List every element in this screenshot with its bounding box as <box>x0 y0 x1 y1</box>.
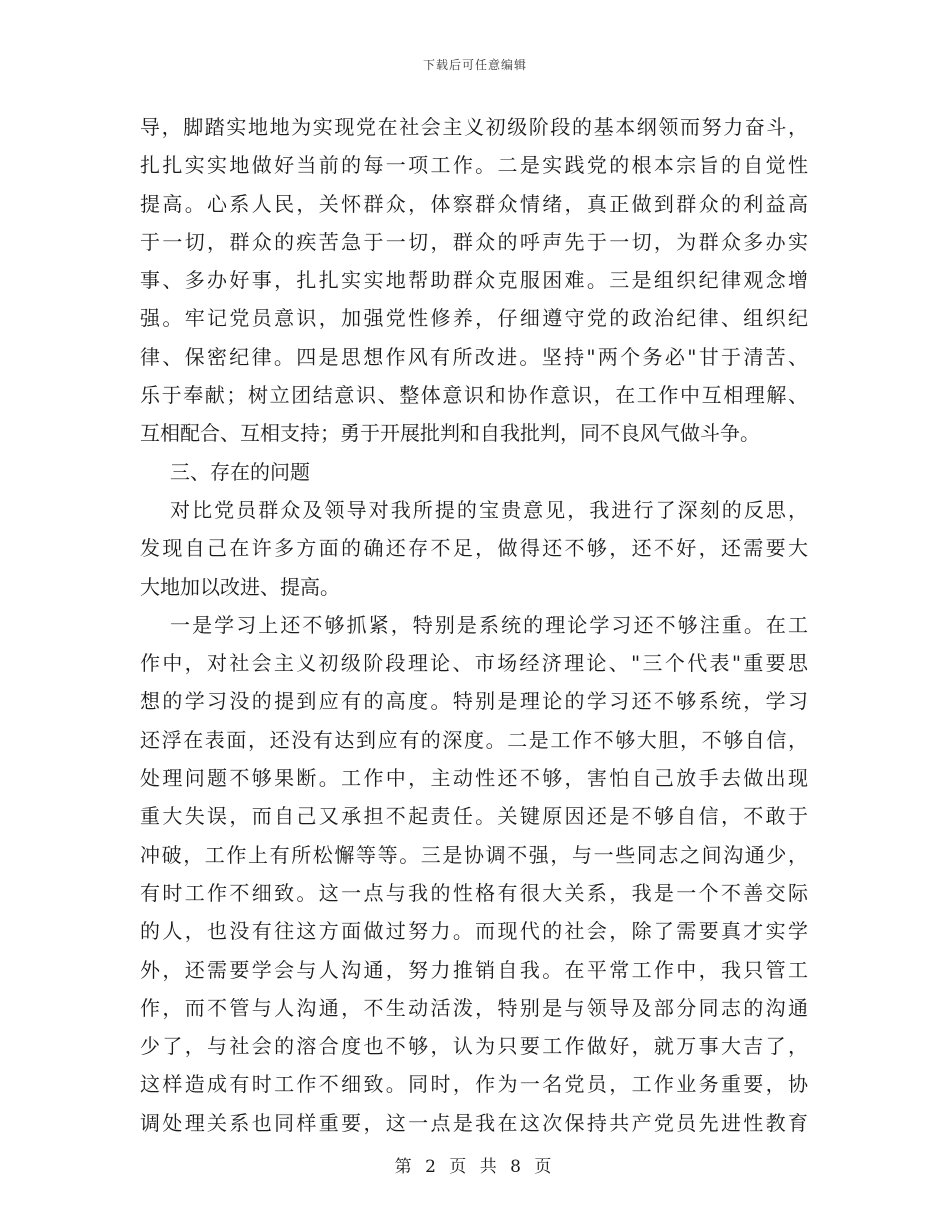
text-line: 冲破，工作上有所松懈等等。三是协调不强，与一些同志之间沟通少， <box>140 842 808 867</box>
document-body <box>140 108 808 1142</box>
text-line: 发现自己在许多方面的确还存不足，做得还不够，还不好，还需要大 <box>140 536 808 561</box>
text-line: 调处理关系也同样重要，这一点是我在这次保持共产党员先进性教育 <box>140 1110 808 1135</box>
text-line: 作中，对社会主义初级阶段理论、市场经济理论、"三个代表"重要思 <box>140 651 808 676</box>
page-number-footer: 第 2 页 共 8 页 <box>394 1157 556 1177</box>
text-line: 对比党员群众及领导对我所提的宝贵意见，我进行了深刻的反思， <box>170 497 808 522</box>
text-line: 三、存在的问题 <box>170 459 310 484</box>
text-line: 处理问题不够果断。工作中，主动性还不够，害怕自己放手去做出现 <box>140 766 808 791</box>
page-header-note: 下载后可任意编辑 <box>422 58 527 72</box>
text-line: 这样造成有时工作不细致。同时，作为一名党员，工作业务重要，协 <box>140 1072 808 1097</box>
text-line: 导，脚踏实地地为实现党在社会主义初级阶段的基本纲领而努力奋斗， <box>140 115 808 139</box>
text-line: 强。牢记党员意识，加强党性修养，仔细遵守党的政治纪律、组织纪 <box>140 306 808 331</box>
text-line: 提高。心系人民，关怀群众，体察群众情绪，真正做到群众的利益高 <box>140 191 808 216</box>
text-line: 事、多办好事，扎扎实实地帮助群众克服困难。三是组织纪律观念增 <box>140 268 808 293</box>
text-line: 扎扎实实地做好当前的每一项工作。二是实践党的根本宗旨的自觉性 <box>140 153 808 178</box>
text-line: 少了，与社会的溶合度也不够，认为只要工作做好，就万事大吉了， <box>140 1034 808 1059</box>
text-line: 一是学习上还不够抓紧，特别是系统的理论学习还不够注重。在工 <box>170 612 808 637</box>
text-line: 重大失误，而自己又承担不起责任。关键原因还是不够自信，不敢于 <box>140 804 808 829</box>
text-line: 大地加以改进、提高。 <box>140 574 340 599</box>
text-line: 律、保密纪律。四是思想作风有所改进。坚持"两个务必"甘于清苦、 <box>140 344 808 369</box>
text-line: 乐于奉献；树立团结意识、整体意识和协作意识，在工作中互相理解、 <box>140 383 808 408</box>
text-line: 于一切，群众的疾苦急于一切，群众的呼声先于一切，为群众多办实 <box>140 229 808 254</box>
text-line: 的人，也没有往这方面做过努力。而现代的社会，除了需要真才实学 <box>140 919 808 944</box>
text-line: 有时工作不细致。这一点与我的性格有很大关系，我是一个不善交际 <box>140 880 808 905</box>
text-line: 还浮在表面，还没有达到应有的深度。二是工作不够大胆，不够自信， <box>140 727 808 752</box>
text-line: 作，而不管与人沟通，不生动活泼，特别是与领导及部分同志的沟通 <box>140 995 808 1020</box>
text-line: 想的学习没的提到应有的高度。特别是理论的学习还不够系统，学习 <box>140 689 808 714</box>
text-line: 外，还需要学会与人沟通，努力推销自我。在平常工作中，我只管工 <box>140 957 808 982</box>
text-line: 互相配合、互相支持；勇于开展批判和自我批判，同不良风气做斗争。 <box>140 421 760 446</box>
